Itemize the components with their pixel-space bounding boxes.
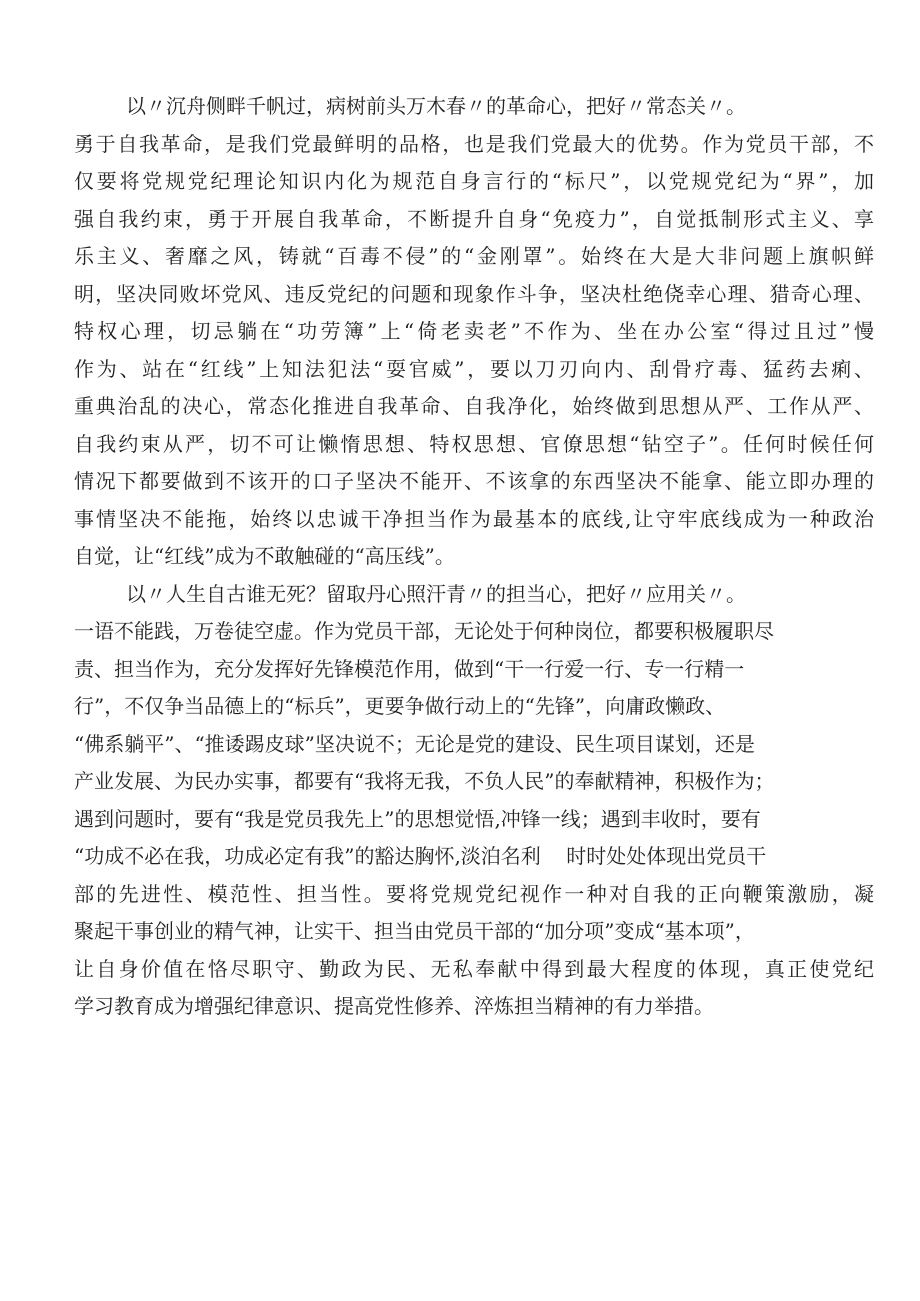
section-2-line-11: 学习教育成为增强纪律意识、提高党性修养、淬炼担当精神的有力举措。 <box>74 994 714 1018</box>
section-2-line-2: 责、担当作为，充分发挥好先锋模范作用，做到“干一行爱一行、专一行精一 <box>74 656 745 681</box>
section-1-line-7: 作为、站在“红线”上知法犯法“耍官威”，要以刀刃向内、刮骨疗毒、猛药去痢、 <box>74 356 874 381</box>
section-2-line-5: 产业发展、为民办实事，都要有“我将无我，不负人民”的奉献精神，积极作为； <box>74 769 775 793</box>
section-2-line-7: “功成不必在我，功成必定有我”的豁达胸怀,淡泊名利 时时处处体现出党员干 <box>74 844 767 868</box>
section-1-line-12: 自觉，让“红线”成为不敢触碰的“高压线”。 <box>74 544 455 568</box>
section-1-line-11: 事情坚决不能拖，始终以忠诚干净担当作为最基本的底线,让守牢底线成为一种政治 <box>74 506 874 531</box>
section-1-line-2: 仅要将党规党纪理论知识内化为规范自身言行的“标尺”，以党规党纪为“界”，加 <box>74 169 874 193</box>
section-2-line-1: 一语不能践，万卷徒空虚。作为党员干部，无论处于何种岗位，都要积极履职尽 <box>74 619 774 643</box>
document-body <box>74 88 874 1026</box>
section-2-line-9: 聚起干事创业的精气神，让实干、担当由党员干部的“加分项”变成“基本项”， <box>74 919 755 943</box>
section-2-line-6: 遇到问题时，要有“我是党员我先上”的思想觉悟,冲锋一线；遇到丰收时，要有 <box>74 806 761 831</box>
section-1-heading: 以〃沉舟侧畔千帆过，病树前头万木春〃的革命心，把好〃常态关〃。 <box>126 94 746 118</box>
section-2-line-3: 行”，不仅争当品德上的“标兵”，更要争做行动上的“先锋”，向庸政懒政、 <box>74 694 726 718</box>
section-2-line-4: “佛系躺平”、“推诿踢皮球”坚决说不；无论是党的建设、民生项目谋划，还是 <box>74 731 755 756</box>
section-2-line-8: 部的先进性、模范性、担当性。要将党规党纪视作一种对自我的正向鞭策激励，凝 <box>74 881 874 906</box>
section-1-line-9: 自我约束从严，切不可让懒惰思想、特权思想、官僚思想“钻空子”。任何时候任何 <box>74 431 874 456</box>
section-2-line-10: 让自身价值在恪尽职守、勤政为民、无私奉献中得到最大程度的体现，真正使党纪 <box>74 956 874 981</box>
section-1-line-10: 情况下都要做到不该开的口子坚决不能开、不该拿的东西坚决不能拿、能立即办理的 <box>74 469 874 493</box>
section-1-line-4: 乐主义、奢靡之风，铸就“百毒不侵”的“金刚罩”。始终在大是大非问题上旗帜鲜 <box>74 244 874 268</box>
section-2-heading: 以〃人生自古谁无死？留取丹心照汗青〃的担当心，把好〃应用关〃。 <box>126 581 746 606</box>
section-1-line-6: 特权心理，切忌躺在“功劳簿”上“倚老卖老”不作为、坐在办公室“得过且过”慢 <box>74 319 874 343</box>
section-1-line-3: 强自我约束，勇于开展自我革命，不断提升自身“免疫力”，自觉抵制形式主义、享 <box>74 206 874 231</box>
section-1-line-8: 重典治乱的决心，常态化推进自我革命、自我净化，始终做到思想从严、工作从严、 <box>74 394 874 418</box>
section-1-line-1: 勇于自我革命，是我们党最鲜明的品格，也是我们党最大的优势。作为党员干部，不 <box>74 131 874 156</box>
section-1-line-5: 明，坚决同败坏党风、违反党纪的问题和现象作斗争，坚决杜绝侥幸心理、猎奇心理、 <box>74 281 874 306</box>
